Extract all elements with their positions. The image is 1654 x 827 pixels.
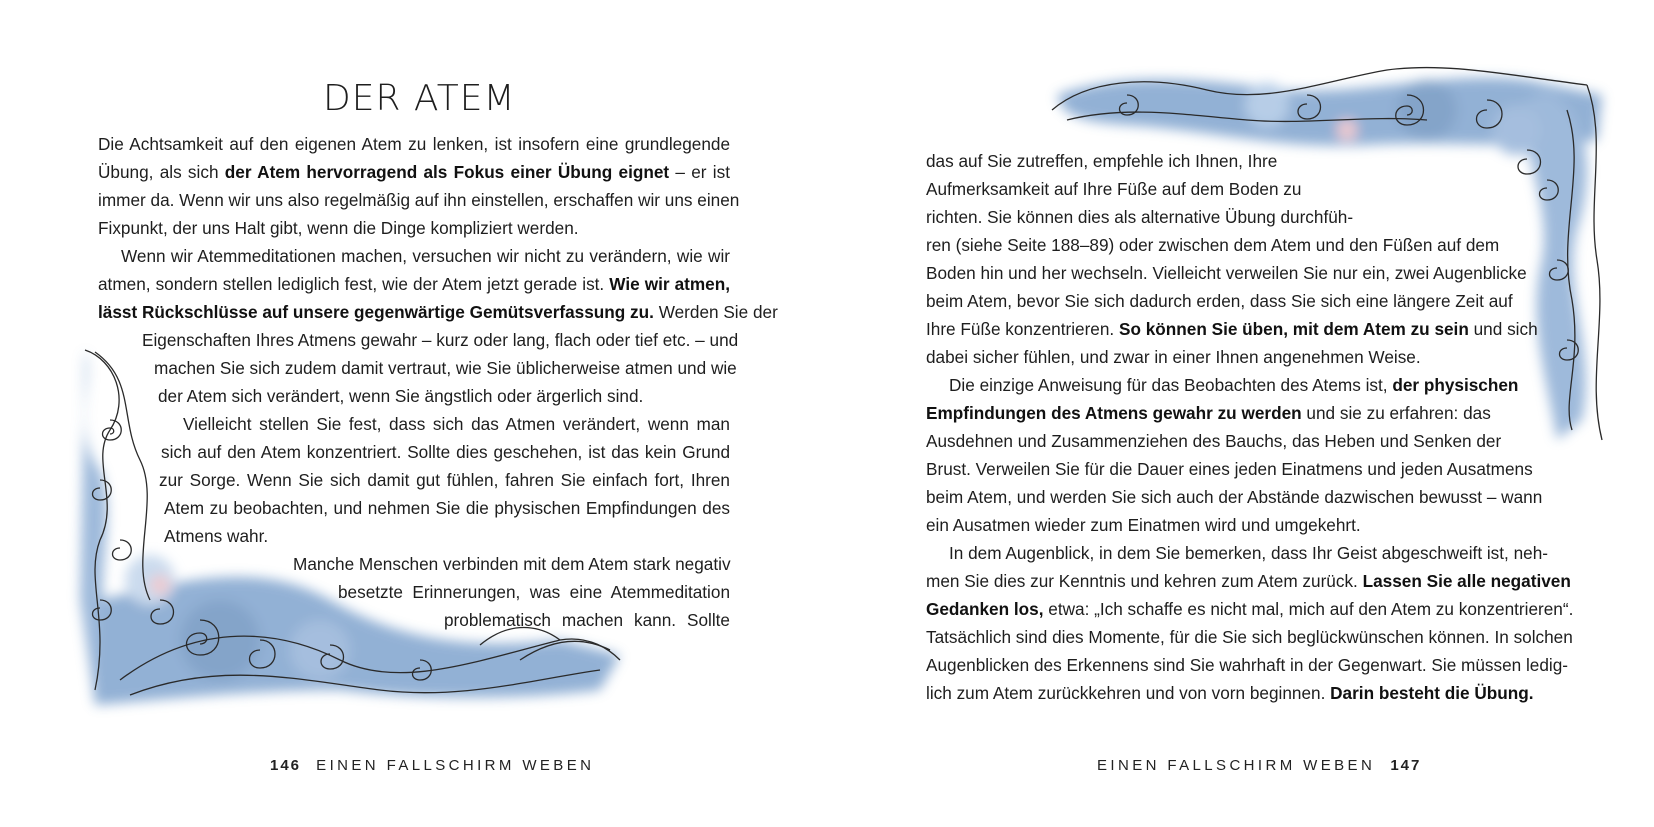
text-segment: besetzte Erinnerungen, was eine Atemmeditation (338, 582, 730, 602)
text-line (926, 207, 1353, 227)
text-line (98, 218, 579, 238)
text-segment: Fixpunkt, der uns Halt gibt, wenn die Dinge kompliziert werden. (98, 218, 579, 238)
page-footer (1097, 757, 1421, 774)
bold-text-segment: Empfindungen des Atmens gewahr zu werden (926, 403, 1302, 423)
text-segment: Ausdehnen und Zusammenziehen des Bauchs, das Heben und Senken der (926, 431, 1502, 451)
text-segment: In dem Augenblick, in dem Sie bemerken, dass Ihr Geist abgeschweift ist, neh- (949, 543, 1549, 563)
page-title: DER ATEM (323, 78, 516, 119)
bold-text-segment: der Atem hervorragend als Fokus einer Übung eignet (224, 162, 670, 182)
text-line (926, 515, 1361, 535)
text-line (293, 554, 730, 574)
text-line (926, 179, 1301, 199)
text-segment: ein Ausatmen wieder zum Einatmen wird und umgekehrt. (926, 515, 1361, 535)
text-line (164, 526, 268, 546)
text-line (926, 627, 1573, 647)
text-segment: Vielleicht stellen Sie fest, dass sich das Atmen verändert, wenn man (183, 414, 730, 434)
text-line (338, 582, 730, 602)
text-segment: Übung, als sich (98, 162, 225, 182)
text-segment: problematisch machen kann. Sollte (444, 610, 730, 630)
text-line (926, 263, 1527, 283)
bold-text-segment: der physischen (1392, 375, 1519, 395)
text-line (926, 403, 1491, 423)
text-segment: das auf Sie zutreffen, empfehle ich Ihnen, Ihre (926, 151, 1278, 171)
text-segment: beim Atem, und werden Sie sich auch der Abstände dazwischen bewusst – wann (926, 487, 1543, 507)
text-line (444, 610, 730, 630)
text-line (98, 162, 730, 182)
bold-text-segment: lässt Rückschlüsse auf unsere gegenwärtige Gemütsverfassung zu. (98, 302, 654, 322)
right-page (827, 0, 1654, 827)
text-segment: richten. Sie können dies als alternative Übung durchfüh- (926, 207, 1354, 227)
bold-text-segment: So können Sie üben, mit dem Atem zu sein (1118, 319, 1469, 339)
text-line (98, 302, 778, 322)
text-line (949, 375, 1518, 395)
text-segment: Die Achtsamkeit auf den eigenen Atem zu lenken, ist insofern eine grundlegende (98, 134, 730, 154)
text-line (926, 655, 1568, 675)
text-segment: – er ist (669, 162, 730, 182)
text-line (926, 347, 1421, 367)
text-segment: immer da. Wenn wir uns also regelmäßig auf ihn einstellen, erschaffen wir uns einen (98, 190, 740, 210)
text-line (926, 683, 1534, 703)
text-segment: atmen, sondern stellen lediglich fest, wie der Atem jetzt gerade ist. (98, 274, 610, 294)
text-segment: lich zum Atem zurückkehren und von vorn beginnen. (926, 683, 1331, 703)
text-line (183, 414, 730, 434)
text-segment: Wenn wir Atemmeditationen machen, versuchen wir nicht zu verändern, wie wir (121, 246, 730, 266)
bold-text-segment: Wie wir atmen, (609, 274, 731, 294)
text-line (154, 358, 737, 378)
text-segment: Manche Menschen verbinden mit dem Atem stark negativ (293, 554, 731, 574)
text-line (926, 235, 1499, 255)
text-line (926, 487, 1542, 507)
text-line (121, 246, 730, 266)
text-segment: zur Sorge. Wenn Sie sich damit gut fühlen, fahren Sie einfach fort, Ihren (159, 470, 730, 490)
text-segment: Eigenschaften Ihres Atmens gewahr – kurz oder lang, flach oder tief etc. – und (142, 330, 739, 350)
page-footer (270, 757, 594, 774)
text-line (98, 134, 730, 154)
text-segment: etwa: „Ich schaffe es nicht mal, mich auf den Atem zu konzentrieren“. (1043, 599, 1574, 619)
text-line (926, 459, 1533, 479)
text-line (158, 386, 643, 406)
text-line (159, 470, 730, 490)
text-segment: dabei sicher fühlen, und zwar in einer Ihnen angenehmen Weise. (926, 347, 1421, 367)
text-segment: und sich (1468, 319, 1538, 339)
text-line (142, 330, 739, 350)
text-segment: sich auf den Atem konzentriert. Sollte dies geschehen, ist das kein Grund (161, 442, 730, 462)
page-number: 146 (270, 757, 302, 774)
text-line (926, 599, 1573, 619)
text-segment: Atmens wahr. (164, 526, 269, 546)
page-number: 147 (1390, 757, 1422, 774)
text-line (949, 543, 1548, 563)
text-segment: Aufmerksamkeit auf Ihre Füße auf dem Boden zu (926, 179, 1302, 199)
text-line (926, 431, 1501, 451)
text-segment: und sie zu erfahren: das (1301, 403, 1491, 423)
text-segment: Augenblicken des Erkennens sind Sie wahrhaft in der Gegenwart. Sie müssen ledig- (926, 655, 1569, 675)
text-segment: Werden Sie der (653, 302, 778, 322)
text-segment: Boden hin und her wechseln. Vielleicht verweilen Sie nur ein, zwei Augenblicke (926, 263, 1527, 283)
bold-text-segment: Darin besteht die Übung. (1330, 683, 1534, 703)
text-segment: Atem zu beobachten, und nehmen Sie die physischen Empfindungen des (164, 498, 730, 518)
text-segment: Tatsächlich sind dies Momente, für die Sie sich beglückwünschen können. In solchen (926, 627, 1573, 647)
text-segment: Die einzige Anweisung für das Beobachten des Atems ist, (949, 375, 1393, 395)
text-line (161, 442, 730, 462)
text-line (926, 571, 1571, 591)
text-line (926, 291, 1513, 311)
text-segment: Brust. Verweilen Sie für die Dauer eines jeden Einatmens und jeden Ausatmens (926, 459, 1533, 479)
text-segment: der Atem sich verändert, wenn Sie ängstlich oder ärgerlich sind. (158, 386, 644, 406)
text-segment: machen Sie sich zudem damit vertraut, wie Sie üblicherweise atmen und wie (154, 358, 737, 378)
running-title: EINEN FALLSCHIRM WEBEN (1097, 757, 1376, 774)
text-segment: men Sie dies zur Kenntnis und kehren zum Atem zurück. (926, 571, 1363, 591)
text-line (98, 274, 730, 294)
text-segment: ren (siehe Seite 188–89) oder zwischen dem Atem und den Füßen auf dem (926, 235, 1500, 255)
text-line (98, 190, 740, 210)
text-segment: beim Atem, bevor Sie sich dadurch erden, dass Sie sich eine längere Zeit auf (926, 291, 1513, 311)
running-title: EINEN FALLSCHIRM WEBEN (316, 757, 595, 774)
bold-text-segment: Gedanken los, (926, 599, 1044, 619)
bold-text-segment: Lassen Sie alle negativen (1362, 571, 1571, 591)
text-line (164, 498, 730, 518)
text-segment: Ihre Füße konzentrieren. (926, 319, 1119, 339)
text-line (926, 151, 1277, 171)
text-line (926, 319, 1538, 339)
